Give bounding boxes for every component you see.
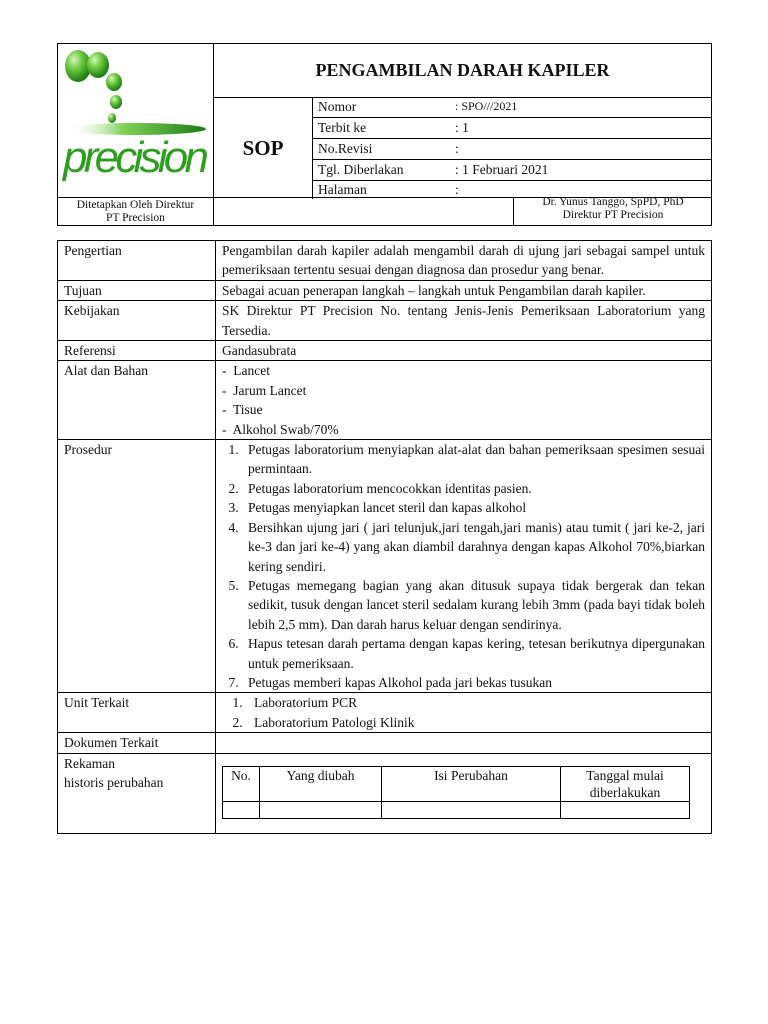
text-pengertian: Pengambilan darah kapiler adalah mengambil darah di ujung jari sebagai sampel untuk pemeriksaan tertentu sesuai dengan diagnosa dan prosedur yang benar. (216, 241, 712, 281)
company-logo (61, 46, 211, 194)
list-item: 1. Laboratorium PCR (246, 693, 705, 712)
meta-label-revisi: No.Revisi (318, 141, 373, 156)
label-rekaman-line2: historis perubahan (64, 774, 164, 790)
label-pengertian: Pengertian (58, 241, 216, 281)
label-kebijakan: Kebijakan (58, 301, 216, 341)
list-prosedur (216, 440, 712, 693)
meta-value-terbit: : 1 (455, 120, 469, 135)
list-item: - Lancet (222, 361, 705, 380)
approval-right (513, 196, 713, 222)
approval-left-line2: PT Precision (106, 212, 165, 224)
row-alat-bahan (58, 361, 712, 440)
label-dokumen-terkait: Dokumen Terkait (58, 733, 216, 753)
list-item: - Tisue (222, 400, 705, 419)
procedure-step: 3. Petugas menyiapkan lancet steril dan kapas alkohol (242, 498, 705, 517)
history-col-no: No. (223, 766, 260, 801)
text-dokumen-terkait (216, 733, 712, 753)
procedure-step: 6. Hapus tetesan darah pertama dengan kapas kering, tetesan berikutnya dipergunakan untuk pemeriksaan. (242, 634, 705, 673)
meta-value-revisi: : (455, 141, 459, 156)
meta-label-terbit: Terbit ke (318, 120, 367, 135)
history-col-diubah: Yang diubah (260, 766, 382, 801)
meta-label-nomor: Nomor (318, 99, 357, 114)
history-col-tanggal: Tanggal mulai diberlakukan (561, 766, 690, 801)
list-alat-bahan (216, 361, 712, 440)
logo-wordmark: precision (63, 133, 209, 182)
list-item: - Alkohol Swab/70% (222, 420, 705, 439)
row-unit-terkait (58, 693, 712, 733)
meta-value-tgl: : 1 Februari 2021 (455, 162, 549, 177)
label-unit-terkait: Unit Terkait (58, 693, 216, 733)
table-row (223, 801, 690, 818)
history-header-row (223, 766, 690, 801)
row-dokumen-terkait (58, 733, 712, 753)
meta-value-halaman: : (455, 182, 459, 197)
procedure-step: 5. Petugas memegang bagian yang akan ditusuk supaya tidak bergerak dan tekan sedikit, tusuk dengan lancet steril sedalam kurang lebih 3mm (pada bayi tidak boleh lebih 2,5 mm). Dan darah harus keluar dengan sendirinya. (242, 576, 705, 634)
label-prosedur: Prosedur (58, 440, 216, 693)
approval-right-line1: Dr. Yunus Tanggo, SpPD, PhD (542, 196, 684, 208)
history-table (222, 766, 690, 819)
row-kebijakan (58, 301, 712, 341)
procedure-step: 1. Petugas laboratorium menyiapkan alat-alat dan bahan pemeriksaan spesimen sesuai permintaan. (242, 440, 705, 479)
history-col-isi: Isi Perubahan (382, 766, 561, 801)
sop-content-table (57, 240, 712, 834)
meta-label-halaman: Halaman (318, 182, 367, 197)
meta-label-tgl: Tgl. Diberlakan (318, 162, 404, 177)
text-kebijakan: SK Direktur PT Precision No. tentang Jenis-Jenis Pemeriksaan Laboratorium yang Tersedia. (216, 301, 712, 341)
procedure-step: 7. Petugas memberi kapas Alkohol pada jari bekas tusukan (242, 673, 705, 692)
procedure-step: 4. Bersihkan ujung jari ( jari telunjuk,jari tengah,jari manis) atau tumit ( jari ke-2, jari ke-3 dan jari ke-4) yang akan diambil darahnya dengan kapas Alkohol 70%,biarkan kering sendiri. (242, 518, 705, 576)
label-rekaman-line1: Rekaman (64, 755, 115, 771)
row-tujuan (58, 280, 712, 300)
row-referensi (58, 341, 712, 361)
row-prosedur (58, 440, 712, 693)
label-referensi: Referensi (58, 341, 216, 361)
list-unit-terkait (216, 693, 712, 733)
list-item: - Jarum Lancet (222, 381, 705, 400)
approval-left (58, 199, 213, 225)
text-referensi: Gandasubrata (216, 341, 712, 361)
text-tujuan: Sebagai acuan penerapan langkah – langkah untuk Pengambilan darah kapiler. (216, 280, 712, 300)
approval-left-line1: Ditetapkan Oleh Direktur (76, 199, 195, 211)
approval-right-line2: Direktur PT Precision (562, 209, 664, 221)
list-item: 2. Laboratorium Patologi Klinik (246, 713, 705, 732)
row-rekaman (58, 753, 712, 833)
history-cell (216, 753, 712, 833)
row-pengertian (58, 241, 712, 281)
procedure-step: 2. Petugas laboratorium mencocokkan identitas pasien. (242, 479, 705, 498)
meta-value-nomor: : SPO///2021 (455, 99, 518, 113)
label-tujuan: Tujuan (58, 280, 216, 300)
label-alat-bahan: Alat dan Bahan (58, 361, 216, 440)
document-title: PENGAMBILAN DARAH KAPILER (315, 60, 610, 80)
label-rekaman (58, 753, 216, 833)
sop-label: SOP (242, 136, 284, 160)
